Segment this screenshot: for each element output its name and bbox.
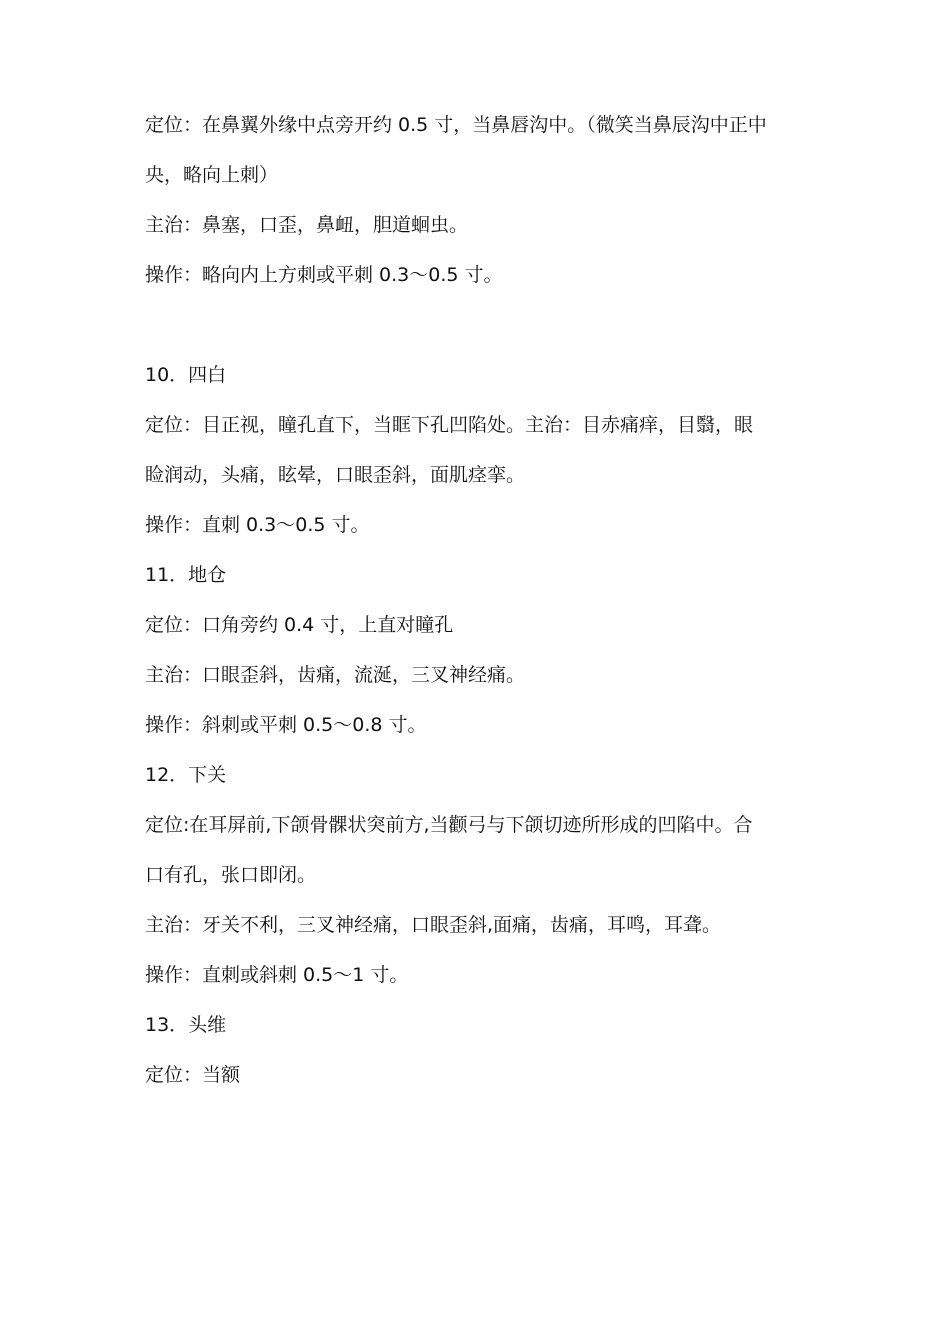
section-heading: 13．头维 [145,1014,227,1036]
text-line: 定位：口角旁约 0.4 寸，上直对瞳孔 [145,614,454,636]
document-body [145,100,815,1100]
text-line: 定位：当额 [145,1064,241,1086]
text-line: 定位：在鼻翼外缘中点旁开约 0.5 寸，当鼻唇沟中。（微笑当鼻辰沟中正中 [145,114,767,136]
text-line: 口有孔，张口即闭。 [145,864,317,886]
text-line: 操作：略向内上方刺或平刺 0.3～0.5 寸。 [145,264,503,286]
text-line: 主治：口眼歪斜，齿痛，流涎，三叉神经痛。 [145,664,526,686]
section-heading: 12．下关 [145,764,227,786]
text-line: 主治：鼻塞，口歪，鼻衄，胆道蛔虫。 [145,214,469,236]
text-line: 操作：斜刺或平刺 0.5～0.8 寸。 [145,714,427,736]
text-line: 操作：直刺 0.3～0.5 寸。 [145,514,370,536]
text-line: 定位:在耳屏前,下颌骨髁状突前方,当颧弓与下颌切迹所形成的凹陷中。合 [145,814,753,836]
text-line: 睑润动，头痛，眩晕，口眼歪斜，面肌痉挛。 [145,464,526,486]
blank-line [145,300,815,350]
text-line: 定位：目正视，瞳孔直下，当眶下孔凹陷处。主治：目赤痛痒，目翳，眼 [145,414,754,436]
section-heading: 11．地仓 [145,564,227,586]
text-line: 操作：直刺或斜刺 0.5～1 寸。 [145,964,409,986]
text-line: 主治：牙关不利，三叉神经痛，口眼歪斜,面痛，齿痛，耳鸣，耳聋。 [145,914,722,936]
section-heading: 10．四白 [145,364,227,386]
text-line: 央，略向上刺） [145,164,279,186]
